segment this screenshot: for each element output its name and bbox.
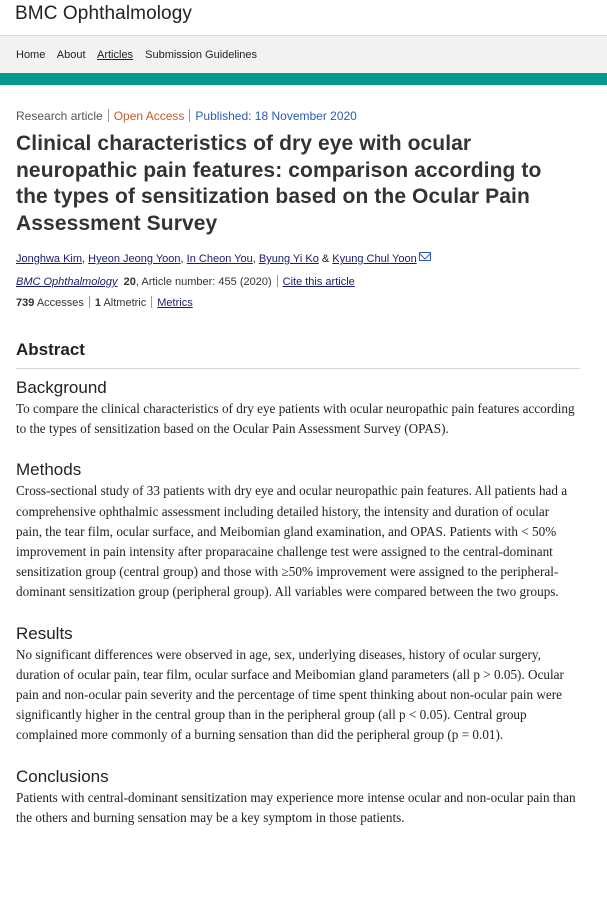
author-link[interactable]: Byung Yi Ko xyxy=(258,253,319,265)
published-date: Published: 18 November 2020 xyxy=(195,109,357,123)
results-heading: Results xyxy=(16,623,73,643)
citation-line xyxy=(16,274,586,290)
nav-bar xyxy=(0,35,607,73)
methods-heading: Methods xyxy=(16,460,82,480)
accesses-label: Accesses xyxy=(36,297,84,309)
methods-text: Cross-sectional study of 33 patients with dry eye and ocular neuropathic pain features. All patients had a comprehensive ophthalmic assessment including detailed history, the intensity and duration of ocular pain, the tear film, ocular surface, and Meibomian gland examination, and OPAS. Patients with < 50% improvement in pain intensity after proparacaine challenge test were assigned to the central-dominant sensitization group (central group) and those with ≥50% improvement were assigned to the peripheral-dominant sensitization group (peripheral group). All variables were compared between the two groups. xyxy=(16,483,568,600)
nav-submission-guidelines-link[interactable]: Submission Guidelines xyxy=(145,49,258,61)
altmetric-count: 1 xyxy=(94,297,102,309)
accesses-count: 739 xyxy=(16,297,35,309)
background-section xyxy=(16,377,586,439)
results-text: No significant differences were observed in age, sex, underlying diseases, history of ocular surgery, duration of ocular pain, tear film, ocular surface and Meibomian gland parameters (all p > 0.05). Ocular pain and non-ocular pain severity and the percentage of time spent thinking about non-ocular pain were significantly higher in the central group than in the peripheral group (all p < 0.05). Central group complained more commonly of a burning sensation than did the peripheral group (p = 0.01). xyxy=(16,646,564,743)
nav-about-link[interactable]: About xyxy=(56,49,86,61)
nav-articles-link[interactable]: Articles xyxy=(97,49,134,61)
conclusions-section xyxy=(16,766,586,828)
article-meta xyxy=(16,108,586,124)
journal-name-link[interactable]: BMC Ophthalmology xyxy=(16,276,118,288)
author-link[interactable]: Jonghwa Kim xyxy=(16,253,83,265)
results-section xyxy=(16,623,586,746)
corresponding-author-link[interactable]: Kyung Chul Yoon xyxy=(332,253,417,265)
altmetric-label: Altmetric xyxy=(103,297,147,309)
author-link[interactable]: In Cheon You xyxy=(186,253,253,265)
article-type: Research article xyxy=(16,109,103,123)
background-heading: Background xyxy=(16,378,107,397)
abstract-heading: Abstract xyxy=(16,340,580,369)
author-joiner: & xyxy=(321,253,330,265)
article-title: Clinical characteristics of dry eye with ocular neuropathic pain features: comparison according to the types of sensitization based on the Ocular Pain Assessment Survey xyxy=(16,132,542,235)
author-list: Jonghwa Kim, Hyeon Jeong Yoon, In Cheon You, Byung Yi Ko & Kyung Chul Yoon xyxy=(16,251,586,267)
journal-brand-logo[interactable]: BMC Ophthalmology xyxy=(15,3,192,24)
site-header xyxy=(0,0,607,35)
background-text: To compare the clinical characteristics of dry eye patients with ocular neuropathic pain features according to the types of sensitization based on the Ocular Pain Assessment Survey (OPAS). xyxy=(16,401,575,437)
article-content xyxy=(16,108,586,828)
cite-article-link[interactable]: Cite this article xyxy=(282,276,355,288)
author-link[interactable]: Hyeon Jeong Yoon xyxy=(88,253,181,265)
article-number: , Article number: 455 (2020) xyxy=(135,276,272,288)
article-metrics xyxy=(16,295,586,311)
open-access-badge: Open Access xyxy=(113,109,185,123)
accent-bar xyxy=(0,73,607,85)
metrics-link[interactable]: Metrics xyxy=(157,297,193,309)
conclusions-text: Patients with central-dominant sensitization may experience more intense ocular and non-ocular pain than the others and burning sensation may be a key symptom in those patients. xyxy=(16,789,576,825)
methods-section xyxy=(16,459,586,602)
nav-home-link[interactable]: Home xyxy=(16,49,46,61)
email-icon[interactable] xyxy=(419,252,431,261)
volume-number: 20 xyxy=(123,276,136,288)
conclusions-heading: Conclusions xyxy=(16,766,109,786)
